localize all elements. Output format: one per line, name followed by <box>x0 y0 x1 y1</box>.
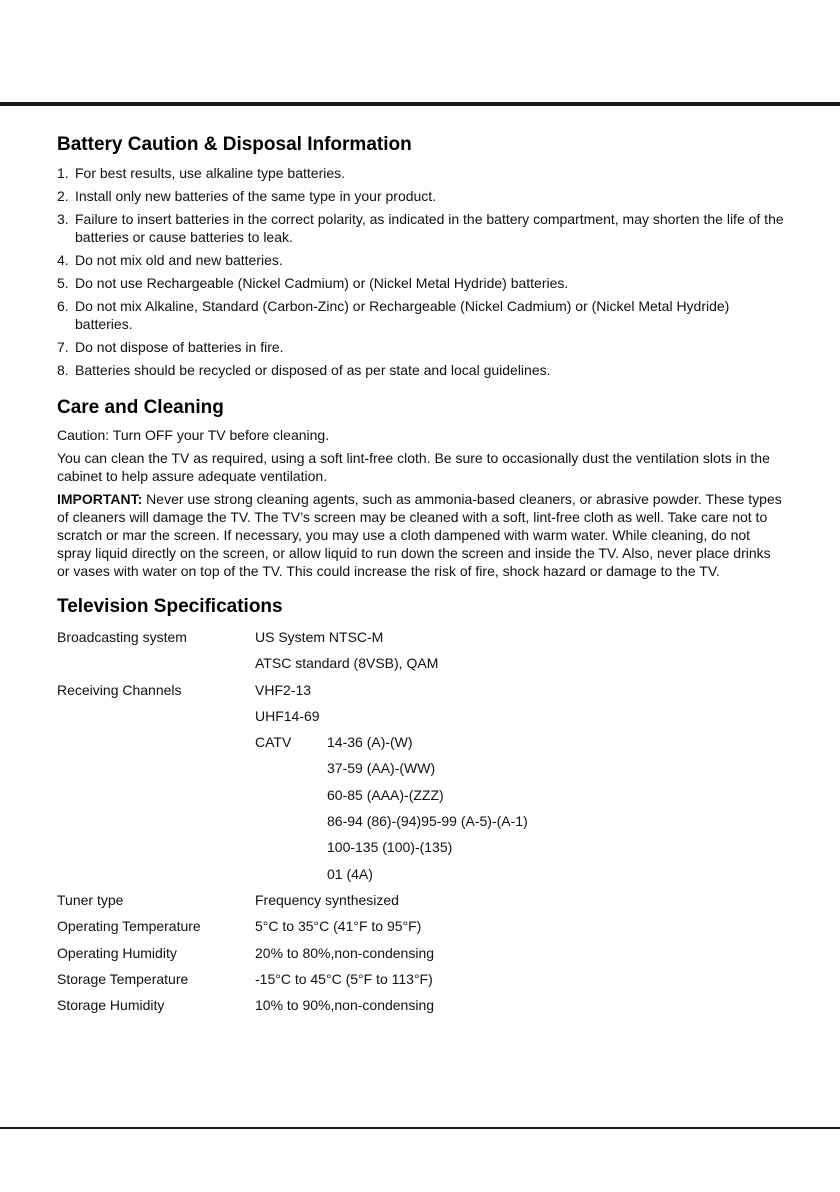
spec-row: 86-94 (86)-(94)95-99 (A-5)-(A-1) <box>327 813 528 830</box>
spec-row: CATV 14-36 (A)-(W) <box>255 734 413 751</box>
care-important: IMPORTANT: Never use strong cleaning agents, such as ammonia-based cleaners, or abrasive powder. These types of cleaners will damage the TV. The TV’s screen may be cleaned with a soft, lint-free cloth as well. Take care not to scratch or mar the screen. If necessary, you may use a cloth dampened with warm water. While cleaning, do not spray liquid directly on the screen, or allow liquid to run down the screen and inside the TV. Also, never place drinks or vases with water on top of the TV. This could increase the risk of fire, shock hazard or damage to the TV. <box>57 491 782 579</box>
list-item: 4. Do not mix old and new batteries. <box>57 252 283 268</box>
battery-section <box>57 134 785 379</box>
spec-row: ATSC standard (8VSB), QAM <box>255 655 439 672</box>
list-item: 6. Do not mix Alkaline, Standard (Carbon-Zinc) or Rechargeable (Nickel Cadmium) or (Nickel Metal Hydride) batteries. <box>57 298 730 332</box>
spec-row: Storage Temperature -15°C to 45°C (5°F to 113°F) <box>57 970 433 987</box>
spec-row: 37-59 (AA)-(WW) <box>327 760 436 777</box>
spec-row: 60-85 (AAA)-(ZZZ) <box>327 786 444 803</box>
spec-row: Receiving Channels VHF2-13 <box>57 681 312 698</box>
important-label: IMPORTANT: <box>57 491 143 507</box>
battery-list <box>57 164 785 379</box>
care-caution: Caution: Turn OFF your TV before cleaning. <box>57 427 330 443</box>
spec-row: 100-135 (100)-(135) <box>327 839 453 856</box>
specs-section <box>57 596 785 1018</box>
spec-row: Tuner type Frequency synthesized <box>57 891 399 908</box>
list-item: 2. Install only new batteries of the same type in your product. <box>57 188 437 204</box>
care-title: Care and Cleaning <box>57 397 224 418</box>
list-item: 7. Do not dispose of batteries in fire. <box>57 339 284 355</box>
list-item: 8. Batteries should be recycled or disposed of as per state and local guidelines. <box>57 362 551 378</box>
list-item: 5. Do not use Rechargeable (Nickel Cadmium) or (Nickel Metal Hydride) batteries. <box>57 275 569 291</box>
footer-rule <box>0 1127 840 1129</box>
page-content <box>57 134 785 1018</box>
care-paragraph: You can clean the TV as required, using a soft lint-free cloth. Be sure to occasionally dust the ventilation slots in the cabinet to help assure adequate ventilation. <box>57 450 770 484</box>
spec-row: 01 (4A) <box>327 865 373 882</box>
header-rule <box>0 102 840 106</box>
spec-row: Operating Humidity 20% to 80%,non-condensing <box>57 944 435 961</box>
spec-row: UHF14-69 <box>255 707 320 724</box>
list-item: 3. Failure to insert batteries in the correct polarity, as indicated in the battery compartment, may shorten the life of the batteries or cause batteries to leak. <box>57 211 784 245</box>
specs-title: Television Specifications <box>57 596 283 617</box>
battery-title: Battery Caution & Disposal Information <box>57 134 412 155</box>
spec-row: Broadcasting system US System NTSC-M <box>57 629 384 645</box>
spec-row: Operating Temperature 5°C to 35°C (41°F to 95°F) <box>57 918 422 935</box>
care-section <box>57 397 785 580</box>
list-item: 1. For best results, use alkaline type batteries. <box>57 165 346 181</box>
spec-row: Storage Humidity 10% to 90%,non-condensing <box>57 997 435 1014</box>
